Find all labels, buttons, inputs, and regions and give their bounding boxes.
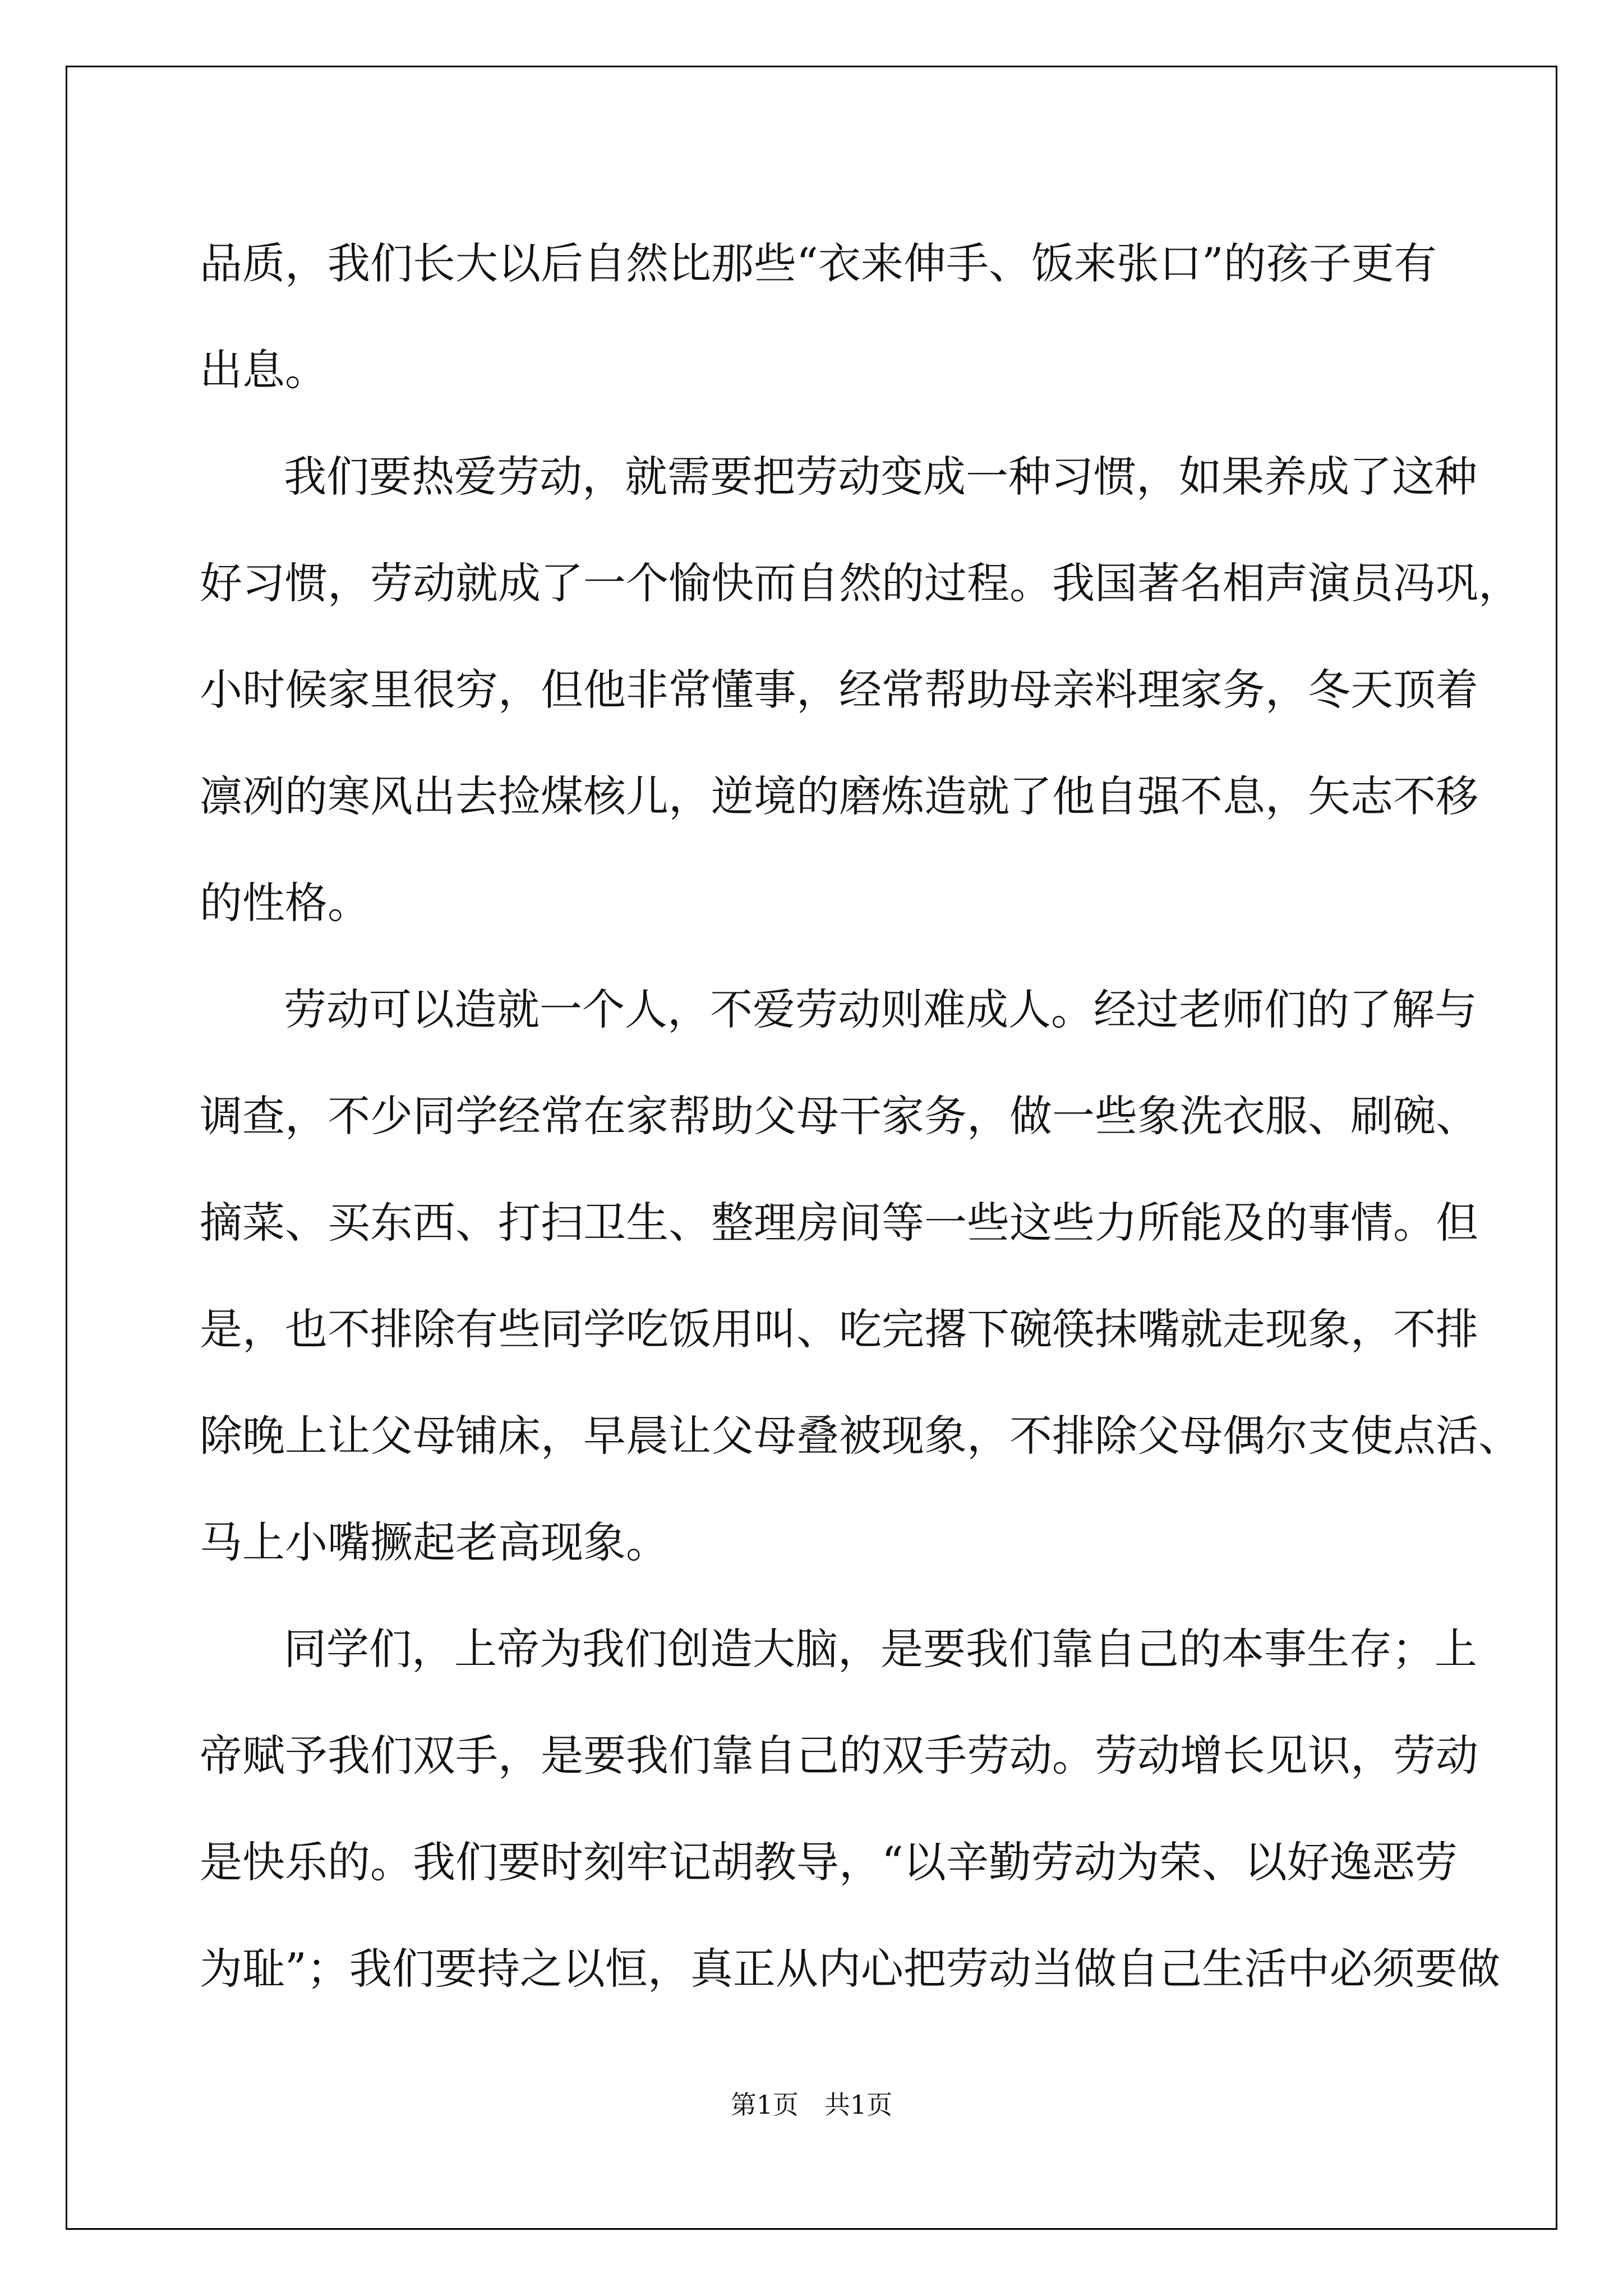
document-body: [200, 210, 1521, 2022]
text-line: 好习惯，劳动就成了一个愉快而自然的过程。我国著名相声演员冯巩，: [200, 558, 1521, 608]
text-line: 小时候家里很穷，但他非常懂事，经常帮助母亲料理家务，冬天顶着: [200, 665, 1478, 715]
paragraph-start-line: 同学们，上帝为我们创造大脑，是要我们靠自己的本事生存；上: [284, 1624, 1477, 1674]
text-line: 调查，不少同学经常在家帮助父母干家务，做一些象洗衣服、刷碗、: [200, 1091, 1478, 1141]
paragraph-start-line: 我们要热爱劳动，就需要把劳动变成一种习惯，如果养成了这种: [284, 452, 1477, 501]
text-line: 的性格。: [200, 878, 370, 928]
text-line: 为耻”；我们要持之以恒，真正从内心把劳动当做自己生活中必须要做: [200, 1944, 1500, 1994]
text-line: 是，也不排除有些同学吃饭用叫、吃完撂下碗筷抹嘴就走现象，不排: [200, 1304, 1478, 1354]
text-line: 除晚上让父母铺床，早晨让父母叠被现象，不排除父母偶尔支使点活、: [200, 1411, 1521, 1461]
page-number-footer: 第1页 共1页: [730, 2090, 893, 2120]
text-line: 出息。: [200, 345, 328, 395]
text-line: 品质，我们长大以后自然比那些“衣来伸手、饭来张口”的孩子更有: [200, 238, 1437, 288]
text-line: 是快乐的。我们要时刻牢记胡教导，“以辛勤劳动为荣、以好逸恶劳: [200, 1837, 1458, 1887]
text-line: 摘菜、买东西、打扫卫生、整理房间等一些这些力所能及的事情。但: [200, 1198, 1478, 1248]
text-line: 马上小嘴撅起老高现象。: [200, 1517, 668, 1567]
text-line: 凛冽的寒风出去捡煤核儿，逆境的磨炼造就了他自强不息，矢志不移: [200, 771, 1478, 821]
paragraph-start-line: 劳动可以造就一个人，不爱劳动则难成人。经过老师们的了解与: [284, 984, 1477, 1034]
text-line: 帝赋予我们双手，是要我们靠自己的双手劳动。劳动增长见识，劳动: [200, 1731, 1478, 1780]
